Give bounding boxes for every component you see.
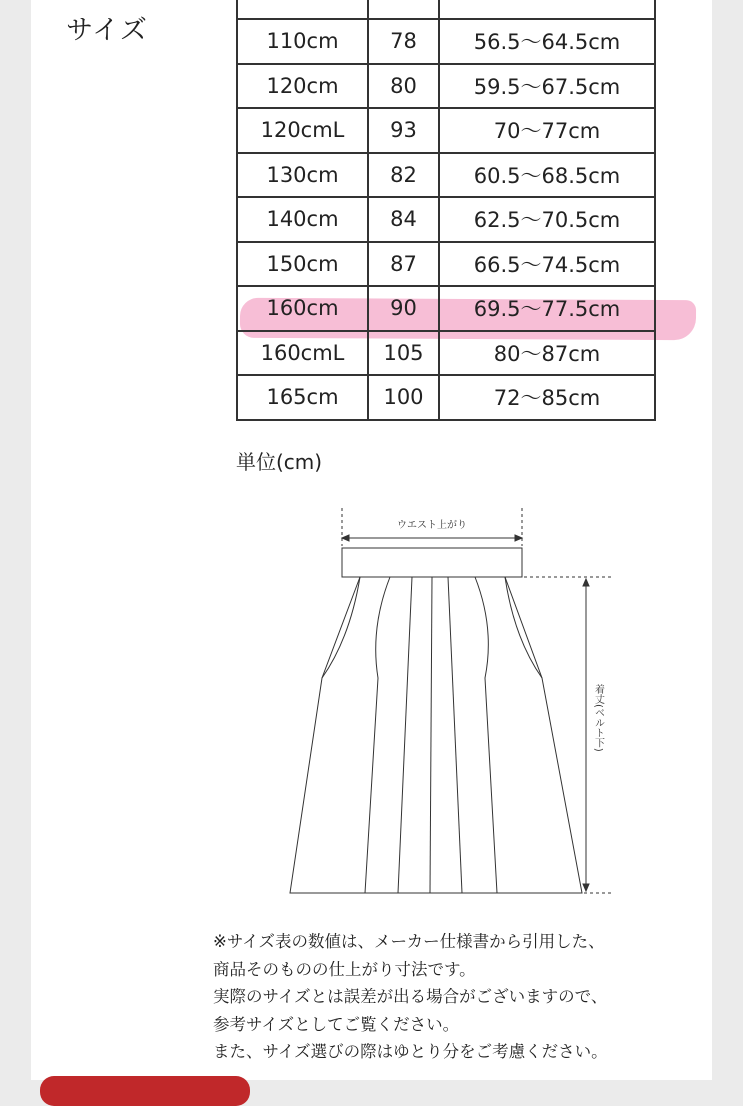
table-row xyxy=(237,242,655,287)
size-table-container xyxy=(236,0,654,421)
waist-cell: 66.5〜74.5cm xyxy=(439,242,655,287)
waist-cell: 72〜85cm xyxy=(439,375,655,420)
waist-cell: 70〜77cm xyxy=(439,108,655,153)
table-row xyxy=(237,64,655,109)
note-line: 商品そのものの仕上がり寸法です。 xyxy=(213,959,476,979)
size-table xyxy=(236,0,656,421)
size-cell: 140cm xyxy=(237,197,368,242)
size-cell: 120cmL xyxy=(237,108,368,153)
length-cell: 84 xyxy=(368,197,439,242)
waist-cell: 80〜87cm xyxy=(439,331,655,376)
note-line: 参考サイズとしてご覧ください。 xyxy=(213,1014,460,1034)
waist-label: ウエスト上がり xyxy=(397,520,467,531)
unit-label: 単位(cm) xyxy=(236,450,323,474)
table-row xyxy=(237,331,655,376)
length-cell: 93 xyxy=(368,108,439,153)
size-cell: 160cmL xyxy=(237,331,368,376)
table-row-highlighted xyxy=(237,286,655,331)
waist-cell: 56.5〜64.5cm xyxy=(439,19,655,64)
length-cell: 100 xyxy=(368,375,439,420)
size-cell: 150cm xyxy=(237,242,368,287)
waist-cell: 62.5〜70.5cm xyxy=(439,197,655,242)
section-label: サイズ xyxy=(66,15,148,46)
waist-cell: 59.5〜67.5cm xyxy=(439,64,655,109)
note-line: また、サイズ選びの際はゆとり分をご考慮ください。 xyxy=(213,1042,608,1061)
waist-cell: 69.5〜77.5cm xyxy=(439,286,655,331)
note-line: ※サイズ表の数値は、メーカー仕様書から引用した、 xyxy=(213,932,605,951)
length-cell: 82 xyxy=(368,153,439,198)
table-row xyxy=(237,0,655,19)
note-line: 実際のサイズとは誤差が出る場合がございますので、 xyxy=(213,987,608,1006)
table-row xyxy=(237,375,655,420)
size-cell: 160cm xyxy=(237,286,368,331)
length-label: 着丈(ベルト下) xyxy=(592,684,604,752)
skirt-diagram xyxy=(280,498,620,898)
length-cell: 90 xyxy=(368,286,439,331)
length-cell: 80 xyxy=(368,64,439,109)
table-row xyxy=(237,153,655,198)
size-cell: 120cm xyxy=(237,64,368,109)
table-row xyxy=(237,108,655,153)
length-cell: 87 xyxy=(368,242,439,287)
length-cell: 105 xyxy=(368,331,439,376)
action-button[interactable] xyxy=(40,1076,250,1106)
size-cell: 130cm xyxy=(237,153,368,198)
table-row xyxy=(237,197,655,242)
size-notes xyxy=(213,928,683,1066)
length-cell: 78 xyxy=(368,19,439,64)
size-cell: 110cm xyxy=(237,19,368,64)
waist-cell: 60.5〜68.5cm xyxy=(439,153,655,198)
table-row xyxy=(237,19,655,64)
size-cell: 165cm xyxy=(237,375,368,420)
